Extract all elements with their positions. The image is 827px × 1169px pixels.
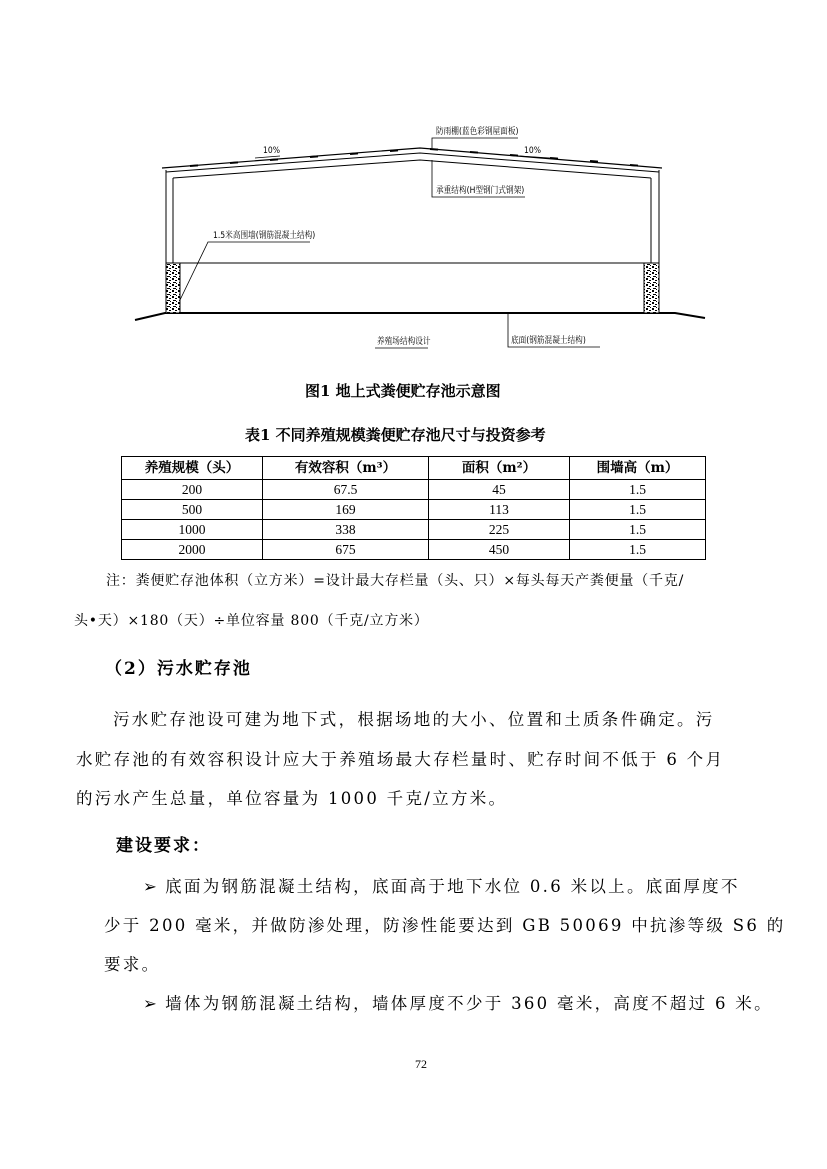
ground-line: [135, 313, 705, 320]
paragraph-line: 污水贮存池设可建为地下式，根据场地的大小、位置和土质条件确定。污: [113, 710, 715, 729]
table-cell: 675: [263, 540, 429, 560]
column-header: 养殖规模（头）: [122, 457, 263, 480]
table-caption: 表1 不同养殖规模粪便贮存池尺寸与投资参考: [245, 426, 546, 444]
wall-label: 1.5米高围墙(钢筋混凝土结构): [213, 231, 316, 241]
floor-label: 底面(钢筋混凝土结构): [511, 336, 586, 346]
section-heading: （2）污水贮存池: [105, 659, 252, 679]
arrow-bullet-icon: ➢: [143, 994, 160, 1013]
table-cell: 200: [122, 480, 263, 500]
table-cell: 45: [429, 480, 570, 500]
arrow-bullet-icon: ➢: [143, 877, 160, 896]
roof-outer: [162, 148, 662, 168]
table-cell: 113: [429, 500, 570, 520]
table-cell: 2000: [122, 540, 263, 560]
requirements-heading: 建设要求：: [116, 836, 211, 856]
column-header: 面积（m²）: [429, 457, 570, 480]
figure-caption: 图1 地上式粪便贮存池示意图: [305, 382, 501, 400]
column-header: 围墙高（m）: [570, 457, 706, 480]
pit-size-table: [121, 456, 706, 560]
table-row: [122, 480, 706, 500]
roof-label: 防雨棚(蓝色彩钢屋面板): [436, 127, 519, 137]
bullet-item: [143, 873, 740, 897]
table-cell: 338: [263, 520, 429, 540]
slope-right-label: 10%: [524, 146, 542, 156]
drawing-title: 养殖场结构设计: [377, 337, 431, 347]
left-wall: [166, 263, 180, 313]
roof-leader: [432, 138, 518, 148]
table-note-line-2: 头•天）×180（天）÷单位容量 800（千克/立方米）: [74, 613, 429, 629]
frame-label: 承重结构(H型钢门式钢架): [436, 186, 525, 196]
page-number: 72: [415, 1057, 427, 1071]
table-cell: 1.5: [570, 480, 706, 500]
table-row: [122, 500, 706, 520]
table-cell: 1.5: [570, 520, 706, 540]
bullet-text: 底面为钢筋混凝土结构，底面高于地下水位 0.6 米以上。底面厚度不: [165, 877, 740, 896]
table-cell: 1.5: [570, 500, 706, 520]
table-cell: 67.5: [263, 480, 429, 500]
bullet-text: 墙体为钢筋混凝土结构，墙体厚度不少于 360 毫米，高度不超过 6 米。: [165, 994, 773, 1013]
paragraph-line: 水贮存池的有效容积设计应大于养殖场最大存栏量时、贮存时间不低于 6 个月: [76, 750, 725, 769]
table-cell: 169: [263, 500, 429, 520]
storage-pit-diagram: [130, 110, 710, 360]
table-note-line-1: 注：粪便贮存池体积（立方米）=设计最大存栏量（头、只）×每头每天产粪便量（千克/: [106, 573, 685, 589]
table-header-row: [122, 457, 706, 480]
slope-left-label: 10%: [263, 146, 281, 156]
wall-leader: [180, 242, 310, 300]
table-cell: 1000: [122, 520, 263, 540]
table-cell: 450: [429, 540, 570, 560]
bullet-item: [143, 990, 773, 1014]
table-cell: 1.5: [570, 540, 706, 560]
table-row: [122, 520, 706, 540]
column-header: 有效容积（m³）: [263, 457, 429, 480]
table-cell: 225: [429, 520, 570, 540]
table-cell: 500: [122, 500, 263, 520]
bullet-continuation: 要求。: [104, 955, 161, 974]
paragraph-line: 的污水产生总量，单位容量为 1000 千克/立方米。: [76, 789, 508, 808]
right-wall: [644, 263, 659, 313]
roof-beam: [173, 160, 651, 178]
table-row: [122, 540, 706, 560]
bullet-continuation: 少于 200 毫米，并做防渗处理，防渗性能要达到 GB 50069 中抗渗等级 S6 的: [104, 916, 786, 935]
